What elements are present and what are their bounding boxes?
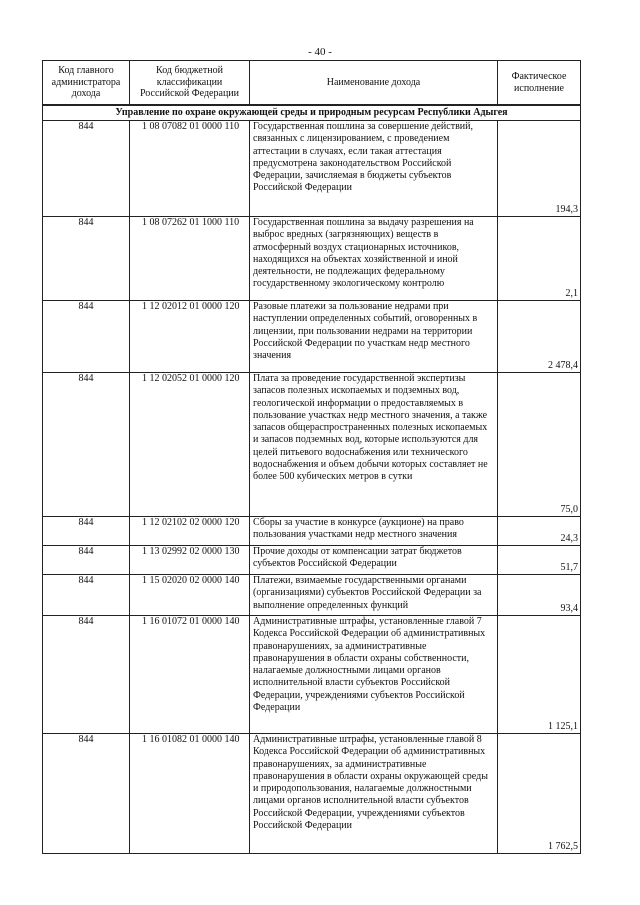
admin-code-cell: 844 — [43, 734, 130, 854]
amount-cell: 24,3 — [498, 517, 581, 546]
amount-cell: 1 762,5 — [498, 734, 581, 854]
admin-code-cell: 844 — [43, 575, 130, 616]
header-name: Наименование дохода — [250, 61, 498, 106]
budget-code-cell: 1 15 02020 02 0000 140 — [130, 575, 250, 616]
revenue-name-cell: Государственная пошлина за совершение действий, связанных с лицензированием, с проведением аттестации в случаях, если такая аттестация предусмотрена законодательством Российской Федерации, зачисляемая в бюджеты субъектов Российской Федерации — [250, 121, 498, 217]
revenue-name-cell: Административные штрафы, установленные главой 8 Кодекса Российской Федерации об административных правонарушениях, за административные правонарушения в области охраны окружающей среды и природопользования, налагаемые должностными лицами органов исполнительной власти субъектов Российской Федерации, учреждениями субъектов Российской Федерации — [250, 734, 498, 854]
budget-code-cell: 1 12 02012 01 0000 120 — [130, 301, 250, 373]
header-amount: Фактическое исполнение — [498, 61, 581, 106]
table-row — [43, 121, 581, 217]
revenue-name-cell: Разовые платежи за пользование недрами при наступлении определенных событий, оговоренных в лицензии, при пользовании недрами на территории Российской Федерации по участкам недр местного значения — [250, 301, 498, 373]
table-row — [43, 373, 581, 517]
amount-cell: 75,0 — [498, 373, 581, 517]
budget-code-cell: 1 12 02102 02 0000 120 — [130, 517, 250, 546]
amount-cell: 1 125,1 — [498, 616, 581, 734]
revenue-name-cell: Прочие доходы от компенсации затрат бюджетов субъектов Российской Федерации — [250, 546, 498, 575]
section-row — [43, 105, 581, 121]
table-row — [43, 575, 581, 616]
budget-code-cell: 1 08 07262 01 1000 110 — [130, 217, 250, 301]
budget-code-cell: 1 16 01072 01 0000 140 — [130, 616, 250, 734]
amount-cell: 2 478,4 — [498, 301, 581, 373]
admin-code-cell: 844 — [43, 546, 130, 575]
header-admin-code: Код главного администратора дохода — [43, 61, 130, 106]
header-budget-code: Код бюджетной классификации Российской Федерации — [130, 61, 250, 106]
revenue-name-cell: Плата за проведение государственной экспертизы запасов полезных ископаемых и подземных вод, геологической информации о предоставляемых в пользование участках недр местного значения, а также запасов общераспространенных полезных ископаемых и запасов подземных вод, которые используются для целей питьевого водоснабжения или технического водоснабжения и объем добычи которых составляет не более 500 кубических метров в сутки — [250, 373, 498, 517]
section-title: Управление по охране окружающей среды и природным ресурсам Республики Адыгея — [43, 105, 581, 121]
budget-code-cell: 1 12 02052 01 0000 120 — [130, 373, 250, 517]
table-row — [43, 546, 581, 575]
amount-cell: 93,4 — [498, 575, 581, 616]
amount-cell: 51,7 — [498, 546, 581, 575]
table-row — [43, 217, 581, 301]
admin-code-cell: 844 — [43, 121, 130, 217]
table-row — [43, 301, 581, 373]
revenue-name-cell: Административные штрафы, установленные главой 7 Кодекса Российской Федерации об административных правонарушениях, за административные правонарушения в области охраны собственности, налагаемые должностными лицами органов исполнительной власти субъектов Российской Федерации, учреждениями субъектов Российской Федерации — [250, 616, 498, 734]
budget-code-cell: 1 16 01082 01 0000 140 — [130, 734, 250, 854]
revenue-name-cell: Платежи, взимаемые государственными органами (организациями) субъектов Российской Федерации за выполнение определенных функций — [250, 575, 498, 616]
admin-code-cell: 844 — [43, 301, 130, 373]
budget-code-cell: 1 13 02992 02 0000 130 — [130, 546, 250, 575]
admin-code-cell: 844 — [43, 616, 130, 734]
amount-cell: 2,1 — [498, 217, 581, 301]
table-row — [43, 734, 581, 854]
table-row — [43, 616, 581, 734]
revenue-table — [42, 60, 581, 854]
revenue-name-cell: Сборы за участие в конкурсе (аукционе) на право пользования участками недр местного значения — [250, 517, 498, 546]
table-row — [43, 517, 581, 546]
admin-code-cell: 844 — [43, 217, 130, 301]
revenue-name-cell: Государственная пошлина за выдачу разрешения на выброс вредных (загрязняющих) веществ в атмосферный воздух стационарных источников, находящихся на объектах хозяйственной и иной деятельности, не подлежащих федеральному государственному экологическому контролю — [250, 217, 498, 301]
admin-code-cell: 844 — [43, 373, 130, 517]
admin-code-cell: 844 — [43, 517, 130, 546]
budget-code-cell: 1 08 07082 01 0000 110 — [130, 121, 250, 217]
table-header-row — [43, 61, 581, 106]
page-number: - 40 - — [308, 46, 332, 58]
amount-cell: 194,3 — [498, 121, 581, 217]
